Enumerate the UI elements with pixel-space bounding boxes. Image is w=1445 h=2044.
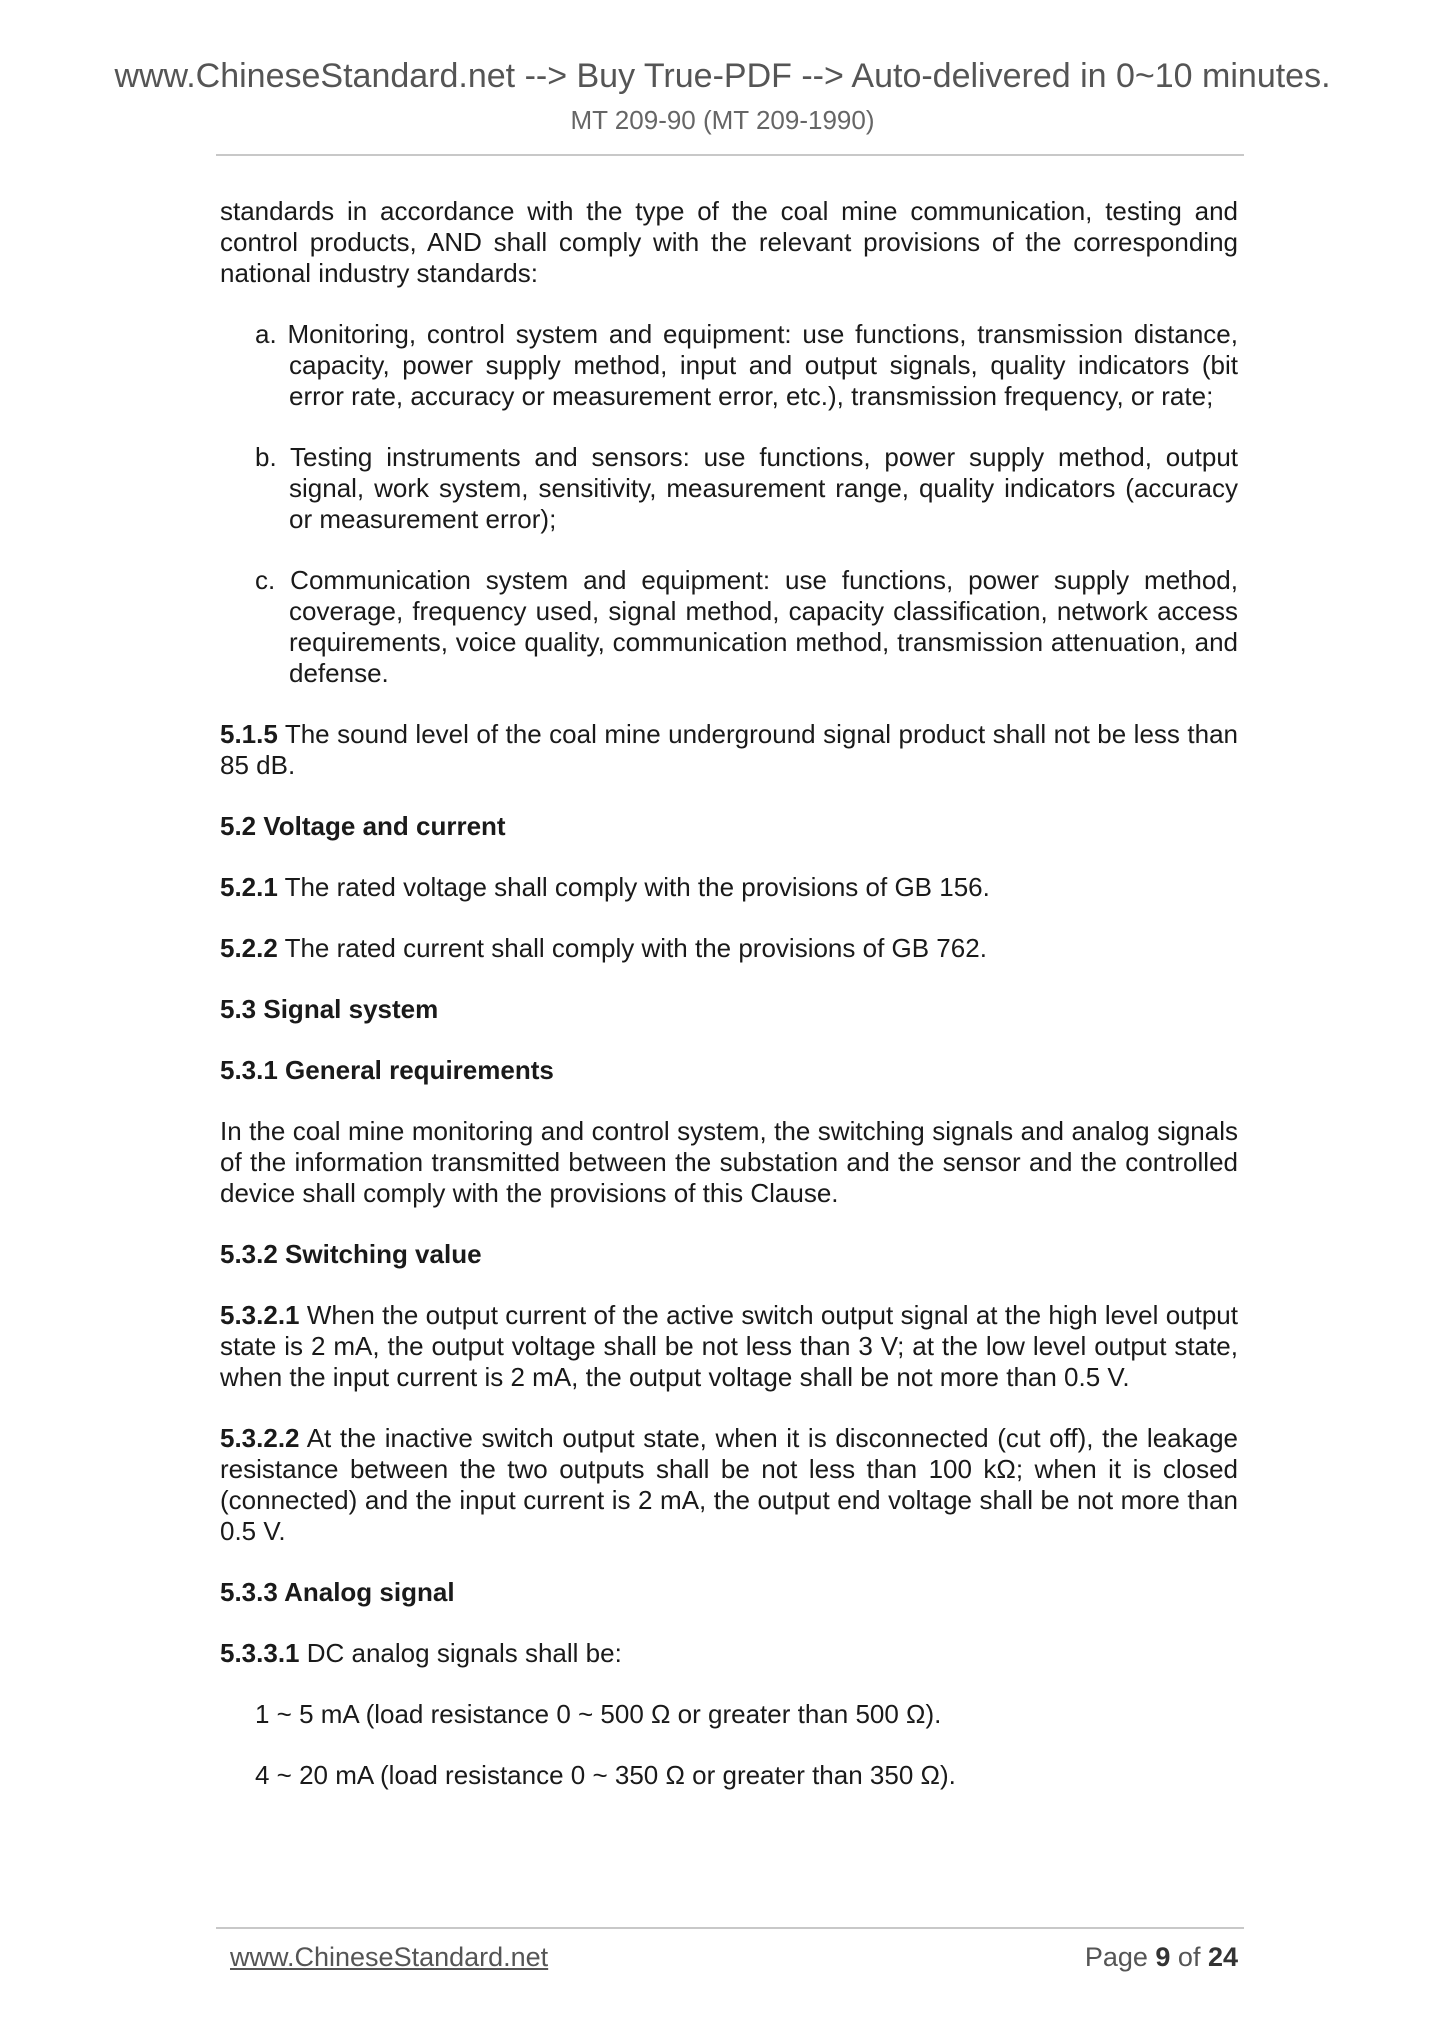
clause-number: 5.1.5 <box>220 719 278 749</box>
page-current: 9 <box>1155 1942 1171 1972</box>
paragraph-5-3-1: In the coal mine monitoring and control system, the switching signals and analog signals of the information transmitted between the substation and the sensor and the controlled device shall comply with the provisions of this Clause. <box>220 1116 1238 1208</box>
intro-paragraph: standards in accordance with the type of the coal mine communication, testing and control products, AND shall comply with the relevant provisions of the corresponding national industry standards: <box>220 196 1238 288</box>
header-banner: www.ChineseStandard.net --> Buy True-PDF --> Auto-delivered in 0~10 minutes. <box>114 57 1331 95</box>
header-divider <box>216 154 1244 156</box>
clause-text: When the output current of the active switch output signal at the high level output state is 2 mA, the output voltage shall be not less than 3 V; at the low level output state, when the input current is 2 mA, the output voltage shall be not more than 0.5 V. <box>220 1300 1238 1392</box>
signal-range-2: 4 ~ 20 mA (load resistance 0 ~ 350 Ω or greater than 350 Ω). <box>255 1760 956 1790</box>
page-total: 24 <box>1207 1942 1238 1972</box>
clause-5-2-1 <box>220 872 1238 903</box>
list-item-c: c. Communication system and equipment: use functions, power supply method, coverage, frequency used, signal method, capacity classification, network access requirements, voice quality, communication method, transmission attenuation, and defense. <box>255 565 1238 688</box>
clause-number: 5.3.2.1 <box>220 1300 300 1330</box>
clause-5-3-2-2 <box>220 1423 1238 1547</box>
clause-number: 5.3.3.1 <box>220 1638 300 1668</box>
clause-5-3-3-1 <box>220 1638 1238 1669</box>
section-heading-5-3-1: 5.3.1 General requirements <box>220 1055 554 1085</box>
clause-text: DC analog signals shall be: <box>299 1638 622 1668</box>
clause-5-1-5 <box>220 719 1238 781</box>
clause-number: 5.2.1 <box>220 872 278 902</box>
footer-divider <box>216 1927 1244 1929</box>
clause-5-2-2 <box>220 933 1238 964</box>
section-heading-5-3: 5.3 Signal system <box>220 994 439 1024</box>
clause-number: 5.3.2.2 <box>220 1423 300 1453</box>
clause-text: The rated voltage shall comply with the provisions of GB 156. <box>277 872 990 902</box>
section-heading-5-3-2: 5.3.2 Switching value <box>220 1239 482 1269</box>
clause-text: The sound level of the coal mine underground signal product shall not be less than 85 dB. <box>220 719 1238 780</box>
clause-text: At the inactive switch output state, when it is disconnected (cut off), the leakage resistance between the two outputs shall be not less than 100 kΩ; when it is closed (connected) and the input current is 2 mA, the output end voltage shall be not more than 0.5 V. <box>220 1423 1238 1546</box>
clause-number: 5.2.2 <box>220 933 278 963</box>
section-heading-5-2: 5.2 Voltage and current <box>220 811 506 841</box>
page-of: of <box>1170 1942 1208 1972</box>
section-heading-5-3-3: 5.3.3 Analog signal <box>220 1577 455 1607</box>
page-label: Page <box>1084 1942 1156 1972</box>
clause-5-3-2-1 <box>220 1300 1238 1393</box>
clause-text: The rated current shall comply with the provisions of GB 762. <box>277 933 987 963</box>
footer-website-link[interactable]: www.ChineseStandard.net <box>230 1942 549 1972</box>
document-body <box>220 196 1238 1821</box>
list-item-a: a. Monitoring, control system and equipment: use functions, transmission distance, capacity, power supply method, input and output signals, quality indicators (bit error rate, accuracy or measurement error, etc.), transmission frequency, or rate; <box>255 319 1238 411</box>
document-code: MT 209-90 (MT 209-1990) <box>570 105 875 135</box>
page-indicator <box>1085 1942 1238 1973</box>
signal-range-1: 1 ~ 5 mA (load resistance 0 ~ 500 Ω or greater than 500 Ω). <box>255 1699 942 1729</box>
list-item-b: b. Testing instruments and sensors: use functions, power supply method, output signal, work system, sensitivity, measurement range, quality indicators (accuracy or measurement error); <box>255 442 1238 534</box>
